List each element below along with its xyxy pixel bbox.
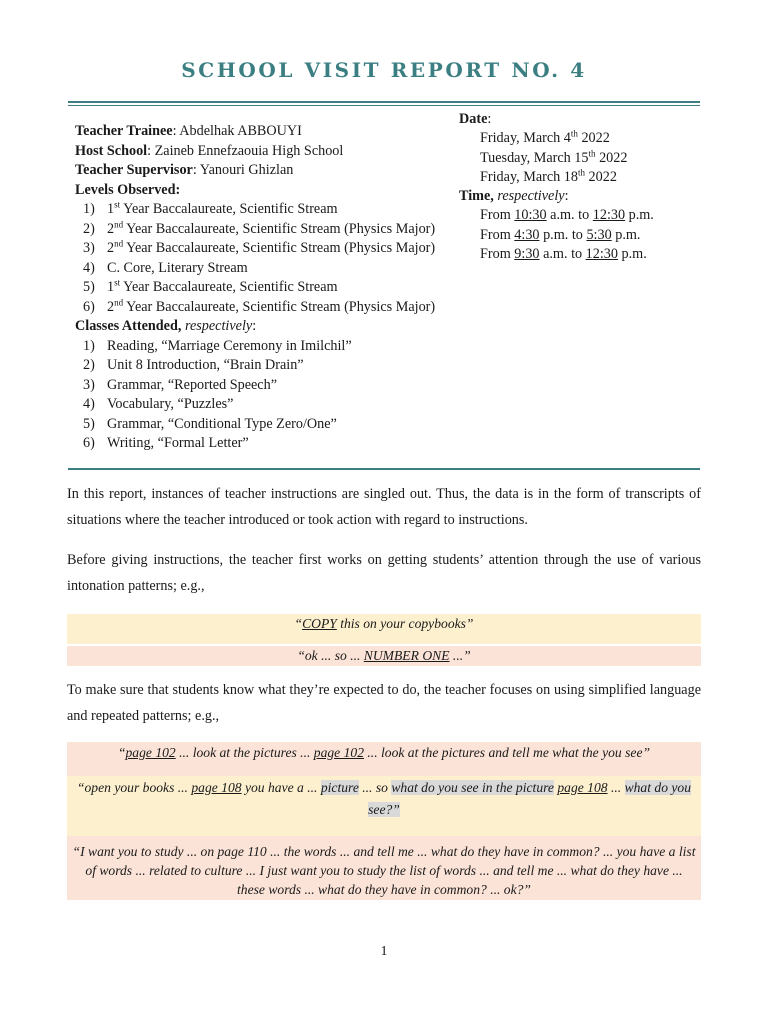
list-item: 4) C. Core, Literary Stream (83, 259, 248, 276)
host-label: Host School (75, 142, 148, 159)
date-item: Tuesday, March 15th 2022 (480, 147, 628, 166)
list-item: 1) 1st Year Baccalaureate, Scientific Stream (83, 199, 338, 217)
language-paragraph: To make sure that students know what they’re expected to do, the teacher focuses on using simplified language and repeated patterns; e.g., (67, 682, 701, 724)
supervisor-label: Teacher Supervisor (75, 162, 193, 178)
levels-heading: Levels Observed: (75, 181, 181, 198)
date-item: Friday, March 18th 2022 (480, 167, 617, 185)
section-divider (68, 468, 700, 470)
list-item: 3) Grammar, “Reported Speech” (83, 376, 278, 393)
supervisor-value: : Yanouri Ghizlan (192, 162, 294, 178)
date-item: Friday, March 4th 2022 (480, 128, 610, 147)
time-label: Time, (459, 188, 494, 205)
classes-label: Classes Attended, (75, 318, 182, 334)
quote-page-108: “open your books ... page 108 you have a ... picture ... so what do you see in the picture page 108 ... what do you see?” (67, 776, 701, 837)
trainee-label: Teacher Trainee (75, 123, 173, 139)
trainee-line (75, 122, 455, 142)
list-item: 4) Vocabulary, “Puzzles” (83, 396, 234, 412)
time-item: From 4:30 p.m. to 5:30 p.m. (480, 226, 641, 243)
list-item: 1) Reading, “Marriage Ceremony in Imilchil” (83, 337, 352, 354)
list-item: 6) 2nd Year Baccalaureate, Scientific Stream (Physics Major) (83, 296, 436, 315)
attention-paragraph: Before giving instructions, the teacher first works on getting students’ attention through the use of various intonation patterns; e.g., (67, 552, 701, 594)
schedule-column: Date: Friday, March 4th 2022 Tuesday, March 15th 2022 Friday, March 18th 2022 Time, respectively: From 10:30 a.m. to 12:30 p.m. From 4:30 p.m. to 5:30 p.m. From 9:30 a.m. to 12:30 p.m. (459, 110, 699, 264)
trainee-value: : Abdelhak ABBOUYI (172, 123, 302, 139)
host-value: : Zaineb Ennefzaouia High School (147, 142, 344, 159)
list-item: 6) Writing, “Formal Letter” (83, 435, 249, 451)
levels-label: Levels Observed (75, 181, 176, 198)
quote-page-102: “page 102 ... look at the pictures ... page 102 ... look at the pictures and tell me what the you see” (67, 742, 701, 776)
list-item: 5) 1st Year Baccalaureate, Scientific Stream (83, 277, 338, 295)
quote-copy: “COPY this on your copybooks” (67, 614, 701, 644)
list-item: 3) 2nd Year Baccalaureate, Scientific Stream (Physics Major) (83, 238, 436, 256)
intro-paragraph: In this report, instances of teacher instructions are singled out. Thus, the data is in the form of transcripts of situations where the teacher introduced or took action with regard to instructions. (67, 486, 701, 528)
report-title: SCHOOL VISIT REPORT NO. 4 (181, 58, 587, 82)
quote-number-one: “ok ... so ... NUMBER ONE ...” (67, 646, 701, 666)
supervisor-line (75, 161, 455, 181)
list-item: 2) Unit 8 Introduction, “Brain Drain” (83, 357, 304, 373)
page-number: 1 (380, 944, 388, 959)
classes-heading: Classes Attended, respectively: (75, 318, 257, 334)
time-item: From 10:30 a.m. to 12:30 p.m. (480, 207, 654, 224)
time-item: From 9:30 a.m. to 12:30 p.m. (480, 246, 647, 263)
title-divider (68, 101, 700, 106)
list-item: 2) 2nd Year Baccalaureate, Scientific Stream (Physics Major) (83, 218, 436, 237)
host-line (75, 142, 455, 162)
list-item: 5) Grammar, “Conditional Type Zero/One” (83, 415, 337, 432)
info-column (75, 122, 455, 454)
quote-page-110: “I want you to study ... on page 110 ... the words ... and tell me ... what do they have in common? ... you have a list of words ... related to culture ... I just want you to study the list of words ... and tell me ... what do they have ... these words ... what do they have in common? ... ok?” (67, 836, 701, 900)
date-label: Date (459, 111, 488, 127)
